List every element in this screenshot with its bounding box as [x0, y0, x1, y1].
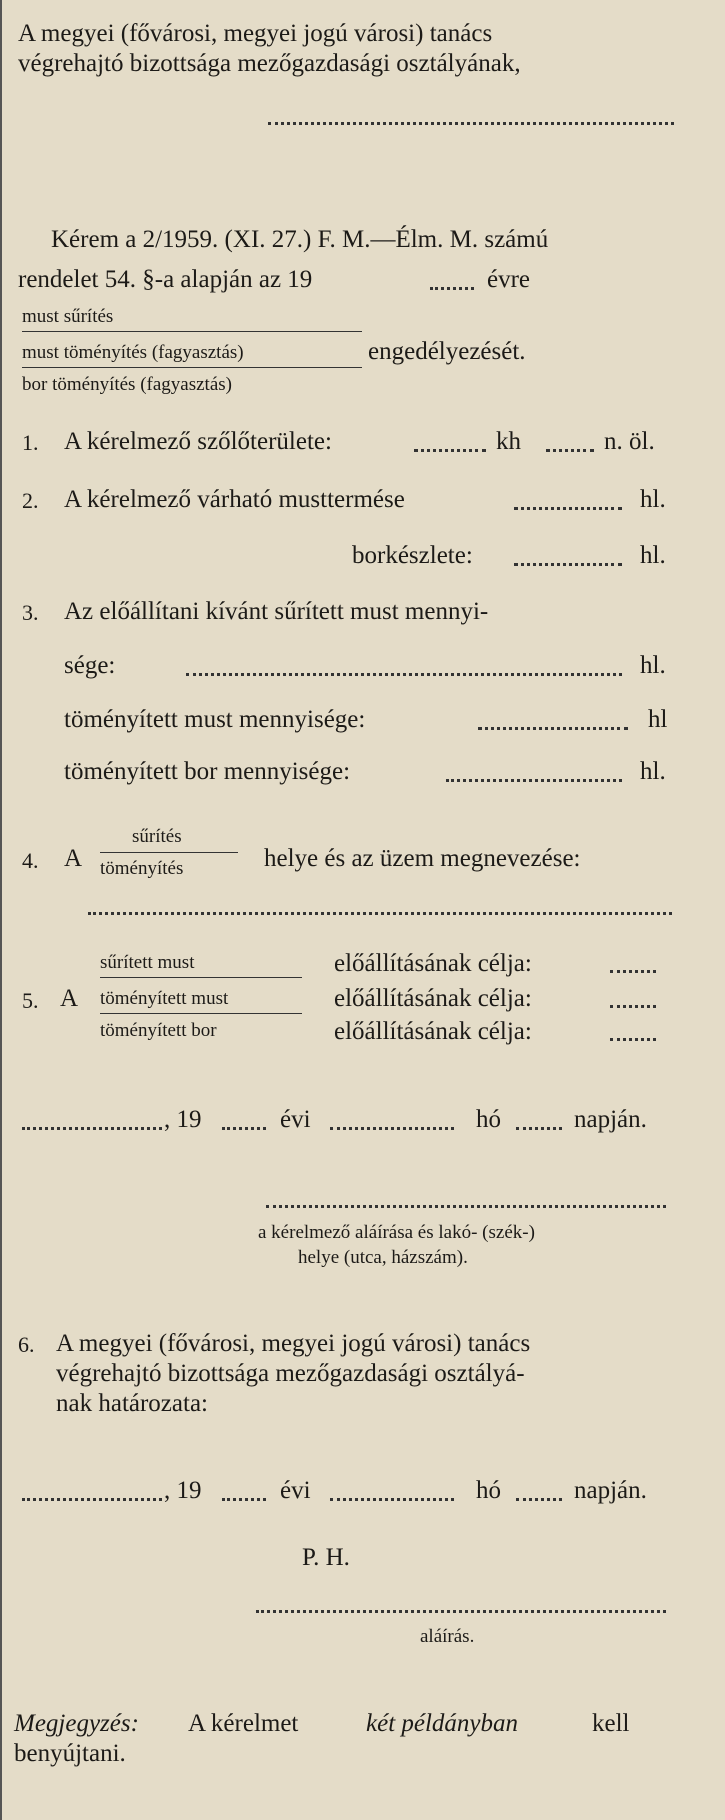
date1-year-fill[interactable]: [222, 1127, 266, 1130]
date1-ho: hó: [476, 1106, 501, 1133]
item6-line1: A megyei (fővárosi, megyei jogú városi) tanács: [56, 1330, 531, 1357]
item2-must-fill[interactable]: [514, 507, 622, 510]
note-label: Megjegyzés:: [14, 1710, 139, 1737]
item3-label3: töményített bor mennyisége:: [64, 758, 351, 785]
year-fill[interactable]: [430, 287, 474, 290]
signature1-fill[interactable]: [266, 1205, 666, 1208]
item3-must-fill[interactable]: [478, 727, 628, 730]
item1-unit-kh: kh: [496, 428, 521, 455]
item5-separator-2: [100, 1013, 302, 1014]
item5-separator-1: [100, 977, 302, 978]
item5-purpose1: előállításának célja:: [334, 950, 532, 977]
item1-number: 1.: [22, 430, 39, 455]
item5-option-surites-must: sűrített must: [100, 952, 195, 973]
date1-napjan: napján.: [574, 1106, 647, 1133]
item4-text: helye és az üzem megnevezése:: [264, 845, 581, 872]
date2-day-fill[interactable]: [516, 1498, 562, 1501]
item5-purpose3: előállításának célja:: [334, 1018, 532, 1045]
note-line2: benyújtani.: [14, 1740, 126, 1767]
item5-purpose2-fill[interactable]: [610, 1005, 656, 1008]
date1-evi: évi: [280, 1106, 311, 1133]
item3-bor-fill[interactable]: [446, 779, 622, 782]
date2-ho: hó: [476, 1477, 501, 1504]
item2b-label: borkészlete:: [352, 542, 473, 569]
note-emphasis: két példányban: [366, 1710, 519, 1737]
approval-text: engedélyezését.: [368, 338, 526, 365]
item2-number: 2.: [22, 488, 39, 513]
header-line1: A megyei (fővárosi, megyei jogú városi) tanács: [18, 20, 493, 47]
item3-line2: sége:: [64, 652, 116, 679]
date2-napjan: napján.: [574, 1477, 647, 1504]
date1-place-fill[interactable]: [22, 1127, 162, 1130]
date2-evi: évi: [280, 1477, 311, 1504]
item2-label: A kérelmező várható musttermése: [64, 486, 405, 513]
date1-day-fill[interactable]: [516, 1127, 562, 1130]
item3-unit3: hl.: [640, 758, 666, 785]
note-text1: A kérelmet: [188, 1710, 299, 1737]
signature1-line1: a kérelmező aláírása és lakó- (szék-): [258, 1222, 535, 1243]
item1-unit-ol: n. öl.: [604, 428, 655, 455]
signature2-label: aláírás.: [420, 1626, 475, 1647]
request-line1: Kérem a 2/1959. (XI. 27.) F. M.—Élm. M. számú: [51, 226, 549, 253]
item4-separator: [100, 852, 238, 853]
item5-purpose2: előállításának célja:: [334, 985, 532, 1012]
request-line2-prefix: rendelet 54. §-a alapján az 19: [18, 266, 313, 293]
item2b-unit: hl.: [640, 542, 666, 569]
item5-purpose3-fill[interactable]: [610, 1038, 656, 1041]
page-edge: [0, 0, 2, 1820]
item5-purpose1-fill[interactable]: [610, 970, 656, 973]
header-line2: végrehajtó bizottsága mezőgazdasági osztályának,: [18, 50, 521, 77]
date1-year-prefix: , 19: [164, 1106, 202, 1133]
stamp-ph: P. H.: [302, 1544, 350, 1571]
option-bor-tomenyites: bor töményítés (fagyasztás): [22, 374, 232, 395]
item4-fill[interactable]: [88, 912, 672, 915]
item1-label: A kérelmező szőlőterülete:: [64, 428, 332, 455]
item4-option-surites: sűrítés: [132, 826, 182, 847]
item3-unit1: hl.: [640, 652, 666, 679]
item1-ol-fill[interactable]: [546, 449, 594, 452]
item2-unit: hl.: [640, 486, 666, 513]
date2-year-fill[interactable]: [222, 1498, 266, 1501]
signature2-fill[interactable]: [256, 1610, 666, 1613]
item3-line1: Az előállítani kívánt sűrített must mennyi-: [64, 598, 489, 625]
item6-line2: végrehajtó bizottsága mezőgazdasági osztályá-: [56, 1360, 525, 1387]
date1-month-fill[interactable]: [330, 1127, 454, 1130]
item3-unit2: hl: [648, 706, 668, 733]
item3-number: 3.: [22, 600, 39, 625]
item6-line3: nak határozata:: [56, 1390, 208, 1417]
item5-option-tomenyitett-bor: töményített bor: [100, 1020, 217, 1041]
option-separator-1: [22, 331, 362, 332]
date2-place-fill[interactable]: [22, 1498, 162, 1501]
item1-kh-fill[interactable]: [414, 449, 486, 452]
item6-number: 6.: [18, 1332, 35, 1357]
option-must-tomenyites: must töményítés (fagyasztás): [22, 342, 244, 363]
item2b-bor-fill[interactable]: [514, 563, 622, 566]
item3-surites-fill[interactable]: [186, 673, 622, 676]
signature1-line2: helye (utca, házszám).: [298, 1247, 468, 1268]
header-fill-line[interactable]: [268, 122, 674, 125]
note-text2: kell: [592, 1710, 630, 1737]
item4-a: A: [64, 845, 83, 872]
item3-label2: töményített must mennyisége:: [64, 706, 366, 733]
option-must-surites: must sűrítés: [22, 306, 114, 327]
date2-year-prefix: , 19: [164, 1477, 202, 1504]
date2-month-fill[interactable]: [330, 1498, 454, 1501]
item5-option-tomenyitett-must: töményített must: [100, 988, 229, 1009]
request-line2-suffix: évre: [487, 266, 531, 293]
item4-number: 4.: [22, 848, 39, 873]
item4-option-tomenyites: töményítés: [100, 858, 184, 879]
option-separator-2: [22, 367, 362, 368]
item5-a: A: [60, 985, 79, 1012]
item5-number: 5.: [22, 988, 39, 1013]
